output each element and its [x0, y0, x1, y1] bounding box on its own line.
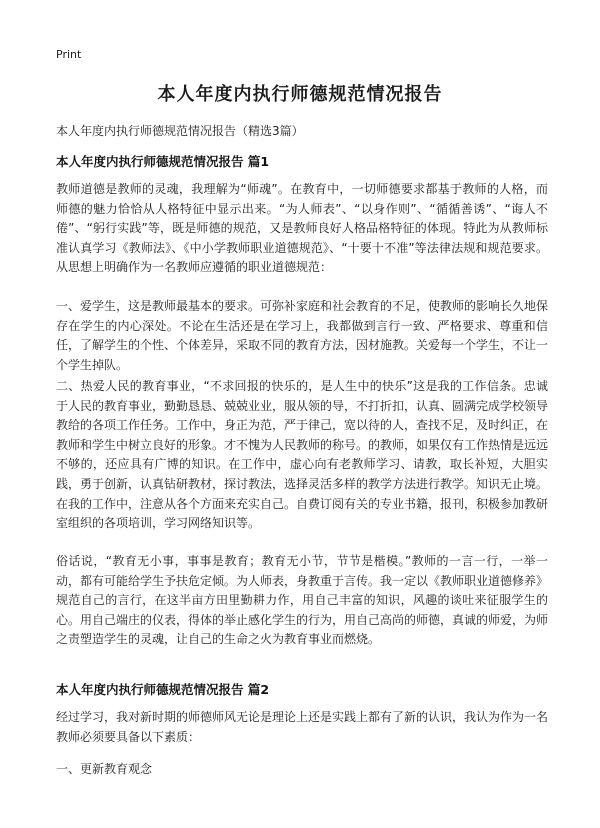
article-2-paragraph-1: 经过学习，我对新时期的师德师风无论是理论上还是实践上都有了新的认识，我认为作为一名教师必须要具备以下素质： [56, 710, 549, 744]
article-1-paragraph-2: 一、爱学生，这是教师最基本的要求。可弥补家庭和社会教育的不足，使教师的影响长久地保存在学生的内心深处。不论在生活还是在学习上，我都做到言行一致、严格要求、尊重和信任，了解学生的个性、个体差异，采取不同的教育方法，因材施教。关爱每一个学生，不让一个学生掉队。 [56, 299, 549, 372]
article-2-heading: 本人年度内执行师德规范情况报告 篇2 [56, 682, 270, 697]
article-1-paragraph-1: 教师道德是教师的灵魂，我理解为“师魂”。在教育中，一切师德要求都基于教师的人格，而师德的魅力恰恰从人格特征中显示出来。“为人师表”、“以身作则”、“循循善诱”、“诲人不倦”、“躬行实践”等，既是师德的规范，又是教师良好人格品格特征的体现。特此为从教师标准认真学习《教师法》、《中小学教师职业道德规范》、“十要十不准”等法律法规和规范要求。从思想上明确作为一名教师应遵循的职业道德规范： [56, 182, 548, 275]
article-1-heading: 本人年度内执行师德规范情况报告 篇1 [56, 154, 270, 169]
article-2-paragraph-2: 一、更新教育观念 [56, 762, 153, 776]
article-1-paragraph-4: 俗话说，“教育无小事，事事是教育；教育无小节，节节是楷模。”教师的一言一行，一举一动，都有可能给学生予扶危定倾。为人师表，身教重于言传。我一定以《教师职业道德修养》规范自己的言行，在这半亩方田里勤耕力作，用自己丰富的知识，风趣的谈吐来征服学生的心。用自己端庄的仪表，得体的举止感化学生的行为，用自己高尚的师德，真诚的师爱，为师之责塑造学生的灵魂，让自己的生命之火为教育事业而燃烧。 [56, 554, 549, 647]
print-label[interactable]: Print [56, 48, 82, 61]
document-subtitle: 本人年度内执行师德规范情况报告（精选3篇） [56, 124, 304, 138]
article-1-paragraph-3: 二、热爱人民的教育事业，“不求回报的快乐的，是人生中的快乐”这是我的工作信条。忠诚于人民的教育事业，勤勤恳恳、兢兢业业，服从领的导，不打折扣，认真、圆满完成学校领导教给的各项工作任务。工作中，身正为范，严于律己，宽以待的人，查找不足，及时纠正，在教师和学生中树立良好的形象。才不愧为人民教师的称号。的教师，如果仅有工作热情是远远不够的，还应具有广博的知识。在工作中，虚心向有老教师学习、请教，取长补短，大胆实践，勇于创新，认真钻研教材，探讨教法，选择灵活多样的教学方法进行教学。知识无止境。在我的工作中，注意从各个方面来充实自己。自费订阅有关的专业书籍，报刊，积极参加教研室组织的各项培训，学习网络知识等。 [56, 379, 549, 531]
page-title: 本人年度内执行师德规范情况报告 [157, 84, 443, 105]
